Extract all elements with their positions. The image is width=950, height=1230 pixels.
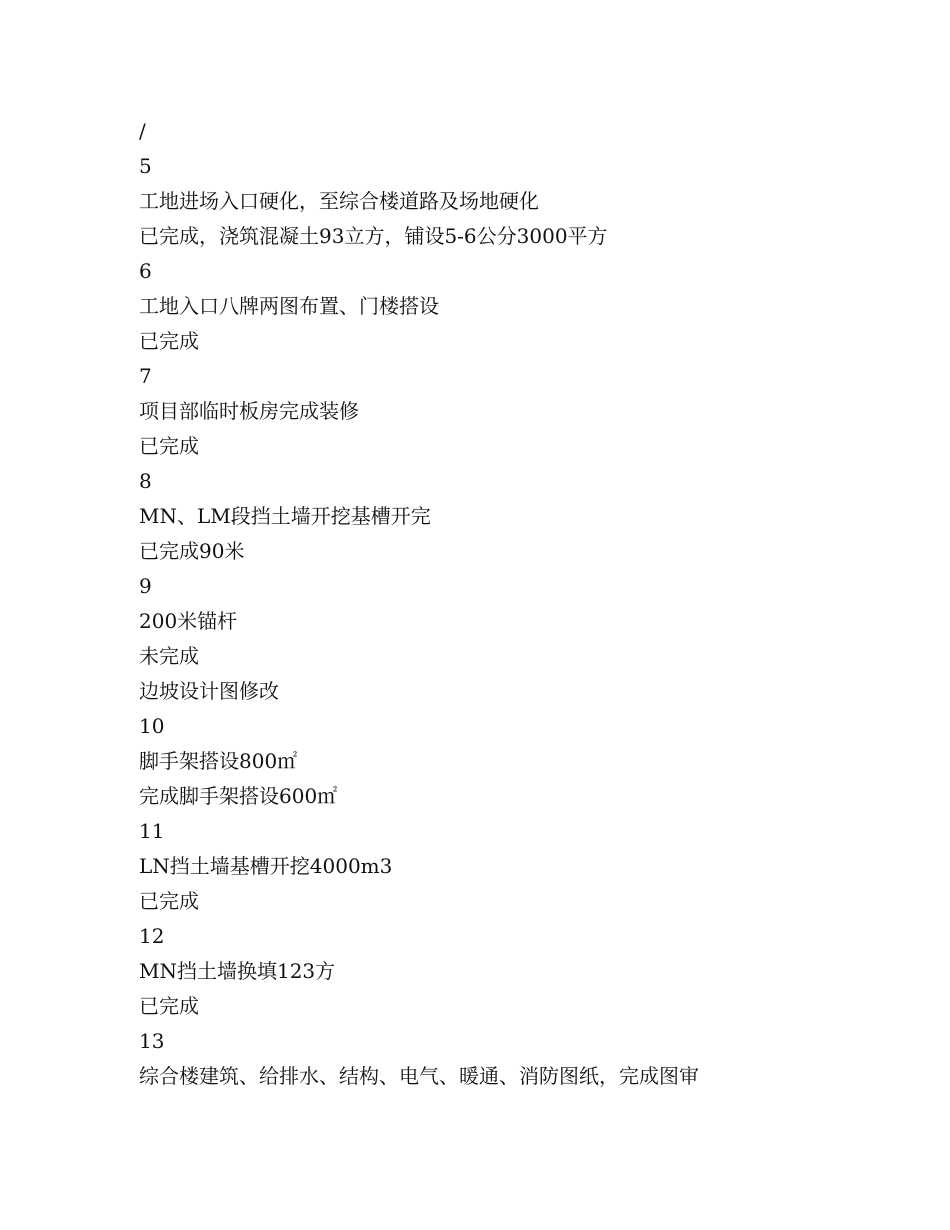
task-status: 完成脚手架搭设600㎡ [139, 784, 338, 808]
task-description: MN挡土墙换填123方 [139, 959, 336, 983]
document-body [139, 114, 899, 1094]
item-number: 7 [139, 364, 152, 388]
task-status: 已完成 [139, 329, 199, 353]
task-description: 工地入口八牌两图布置、门楼搭设 [139, 294, 439, 318]
item-number: 8 [139, 469, 152, 493]
task-status: 已完成 [139, 434, 199, 458]
task-status: 已完成 [139, 889, 199, 913]
task-description: 200米锚杆 [139, 609, 238, 633]
item-number: 10 [139, 714, 165, 738]
item-number: 5 [139, 154, 152, 178]
item-number: 13 [139, 1029, 165, 1053]
task-description: 项目部临时板房完成装修 [139, 399, 359, 423]
task-description: 脚手架搭设800㎡ [139, 749, 298, 773]
task-remark: 边坡设计图修改 [139, 679, 279, 703]
item-number: 9 [139, 574, 152, 598]
text-line: / [139, 119, 146, 143]
task-status: 已完成90米 [139, 539, 245, 563]
item-number: 11 [139, 819, 165, 843]
task-description: 工地进场入口硬化，至综合楼道路及场地硬化 [139, 189, 539, 213]
task-description: 综合楼建筑、给排水、结构、电气、暖通、消防图纸，完成图审 [139, 1064, 699, 1088]
task-status: 已完成，浇筑混凝土93立方，铺设5-6公分3000平方 [139, 224, 608, 248]
task-description: LN挡土墙基槽开挖4000m3 [139, 854, 393, 878]
item-number: 12 [139, 924, 165, 948]
item-number: 6 [139, 259, 152, 283]
task-description: MN、LM段挡土墙开挖基槽开完 [139, 504, 431, 528]
task-status: 未完成 [139, 644, 199, 668]
task-status: 已完成 [139, 994, 199, 1018]
